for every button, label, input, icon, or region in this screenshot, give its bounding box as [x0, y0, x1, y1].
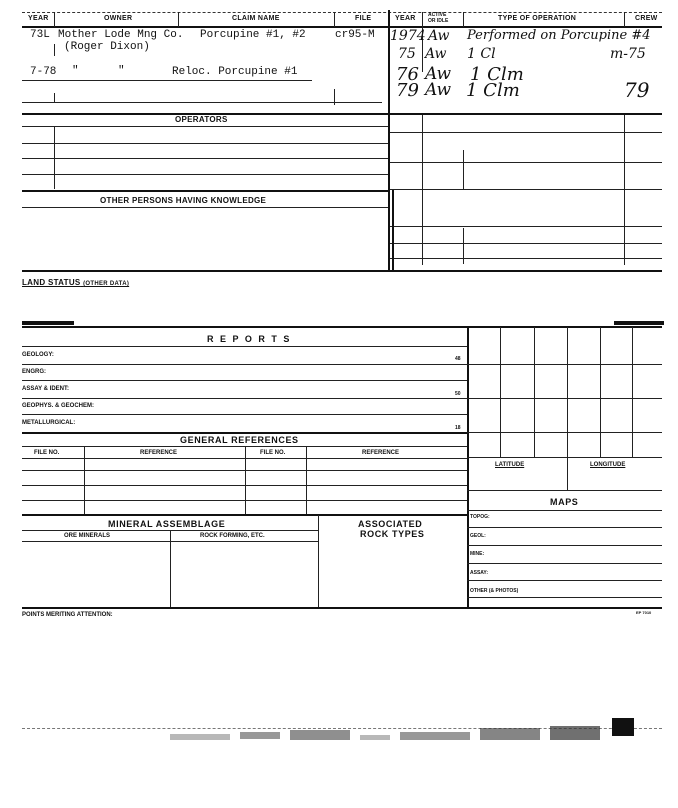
op-crew-4: 79 — [624, 78, 650, 102]
metallurgical-num: 18 — [455, 425, 461, 431]
op-year-3: 76 — [396, 64, 419, 85]
maps-heading: MAPS — [550, 497, 579, 507]
geology-num: 48 — [455, 356, 461, 362]
form-number: EP 7010 — [636, 610, 652, 615]
land-status-heading: LAND STATUS (OTHER DATA) — [22, 278, 130, 287]
header-owner: OWNER — [104, 15, 133, 22]
header-or-idle: OR IDLE — [428, 18, 449, 24]
claim-owner-1: Mother Lode Mng Co. — [58, 29, 184, 41]
other-persons-heading: OTHER PERSONS HAVING KNOWLEDGE — [100, 196, 267, 205]
op-type-2: 1 Cl — [467, 46, 496, 62]
assay-num: 50 — [455, 391, 461, 397]
op-status-1: Aw — [428, 28, 450, 44]
geophys-label: GEOPHYS. & GEOCHEM: — [22, 403, 95, 409]
claim-owner2-2: " — [118, 65, 125, 77]
metallurgical-label: METALLURGICAL: — [22, 420, 76, 426]
header-claim-name: CLAIM NAME — [232, 15, 280, 22]
op-type-1: Performed on Porcupine #4 — [467, 28, 651, 43]
maps-assay: ASSAY: — [470, 570, 489, 576]
header-active: ACTIVE — [428, 12, 447, 18]
points-meriting-attention: POINTS MERITING ATTENTION: — [22, 612, 113, 618]
rock-forming-label: ROCK FORMING, ETC. — [200, 533, 265, 539]
separator-bar-left — [22, 321, 74, 325]
longitude-label: LONGITUDE — [590, 462, 626, 468]
claim-name-1: Porcupine #1, #2 — [200, 29, 306, 41]
ore-minerals-label: ORE MINERALS — [64, 533, 111, 539]
maps-geol: GEOL: — [470, 533, 486, 539]
op-status-4: Aw — [425, 80, 452, 100]
claim-year-2: 7-78 — [30, 66, 57, 78]
assay-label: ASSAY & IDENT: — [22, 386, 70, 392]
header-year: YEAR — [28, 15, 49, 22]
claim-name-2: Reloc. Porcupine #1 — [172, 66, 298, 78]
header-file: FILE — [355, 15, 372, 22]
maps-mine: MINE: — [470, 551, 485, 557]
op-status-3: Aw — [425, 64, 452, 84]
operators-heading: OPERATORS — [175, 115, 228, 124]
header-type-of-operation: TYPE OF OPERATION — [498, 15, 577, 22]
claim-owner-2: " — [72, 65, 79, 77]
ref-file-no-1: FILE NO. — [34, 450, 60, 456]
mineral-assemblage-heading: MINERAL ASSEMBLAGE — [108, 519, 226, 529]
reports-heading: R E P O R T S — [207, 334, 292, 344]
geology-label: GEOLOGY: — [22, 352, 54, 358]
general-references-heading: GENERAL REFERENCES — [180, 435, 299, 445]
claim-owner-note: (Roger Dixon) — [64, 41, 150, 53]
op-type-3: 1 Clm — [470, 64, 524, 85]
op-year-4: 79 — [396, 80, 419, 101]
header-crew: CREW — [635, 15, 658, 22]
rock-types-label: ROCK TYPES — [360, 529, 425, 539]
ref-reference-1: REFERENCE — [140, 450, 178, 456]
op-status-2: Aw — [425, 46, 447, 62]
maps-topog: TOPOG: — [470, 514, 490, 520]
associated-label: ASSOCIATED — [358, 519, 423, 529]
op-type-4: 1 Clm — [466, 80, 520, 101]
maps-other: OTHER (& PHOTOS) — [470, 588, 519, 594]
op-year-2: 75 — [398, 46, 416, 62]
op-year-1: 1974 — [390, 28, 426, 44]
header-year-ops: YEAR — [395, 15, 416, 22]
latitude-label: LATITUDE — [495, 462, 525, 468]
scan-noise — [150, 718, 670, 758]
ref-reference-2: REFERENCE — [362, 450, 400, 456]
claim-year-1: 73L — [30, 29, 50, 41]
row-tick — [54, 44, 55, 56]
separator-bar-right — [614, 321, 664, 325]
engrg-label: ENGRG: — [22, 369, 46, 375]
op-crew-2: m-75 — [610, 46, 646, 62]
ref-file-no-2: FILE NO. — [260, 450, 286, 456]
claim-file-1: cr95-M — [335, 29, 375, 41]
